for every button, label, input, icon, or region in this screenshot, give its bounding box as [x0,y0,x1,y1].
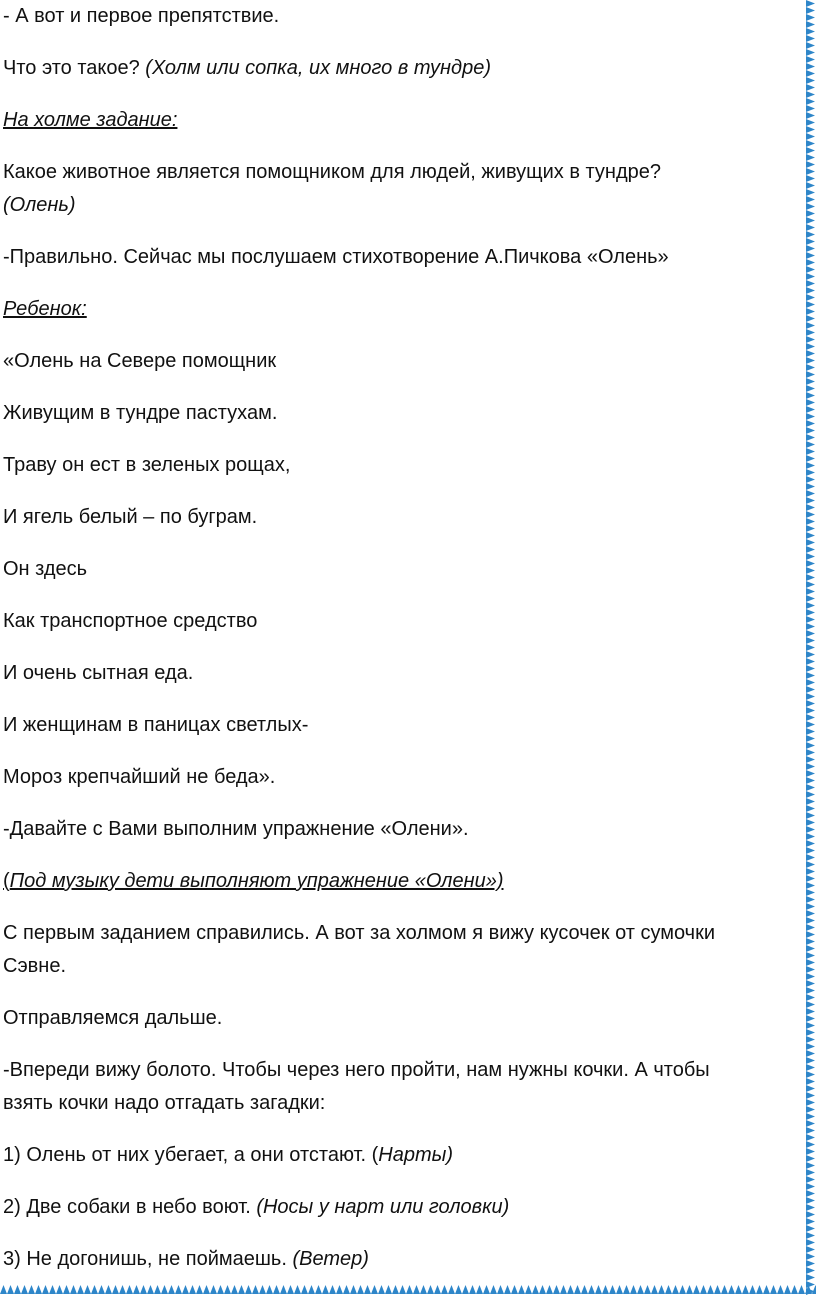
text-segment: Отправляемся дальше. [3,1007,223,1029]
text-segment: -Давайте с Вами выполним упражнение «Олени». [3,818,469,840]
text-segment: Траву он ест в зеленых рощах, [3,454,291,476]
text-line [3,156,661,189]
text-segment: Сэвне. [3,955,66,977]
text-segment: 2) Две собаки в небо воют. [3,1196,257,1218]
text-line [3,1087,325,1120]
text-line [3,189,76,222]
text-segment: 3) Не догонишь, не поймаешь. [3,1248,293,1270]
text-line [3,950,66,983]
text-segment: взять кочки надо отгадать загадки: [3,1092,326,1114]
text-segment: И очень сытная еда. [3,662,194,684]
heading-text: На холме задание: [3,109,178,131]
text-segment: Как транспортное средство [3,610,258,632]
riddle-line [3,1139,453,1172]
text-segment: Живущим в тундре пастухам. [3,402,278,424]
text-line [3,1054,710,1087]
answer-italic: Нарты) [378,1144,453,1166]
poem-line [3,501,257,534]
answer-italic: (Носы у нарт или головки) [256,1196,510,1218]
poem-line [3,605,257,638]
poem-line [3,657,193,690]
text-segment: Что это такое? [3,57,146,79]
text-segment: - А вот и первое препятствие. [3,5,280,27]
answer-italic: (Олень) [3,194,76,216]
stage-direction [3,865,503,898]
poem-line [3,709,308,742]
text-segment: «Олень на Севере помощник [3,350,277,372]
text-segment: -Правильно. Сейчас мы послушаем стихотворение А.Пичкова «Олень» [3,246,669,268]
riddle-line [3,1243,369,1276]
text-line [3,241,669,274]
poem-line [3,345,276,378]
text-line [3,917,715,950]
page-border-right [805,0,816,1295]
section-heading [3,293,87,326]
riddle-line [3,1191,509,1224]
text-segment: -Впереди вижу болото. Чтобы через него пройти, нам нужны кочки. А чтобы [3,1059,710,1081]
page-border-bottom [0,1284,816,1295]
poem-line [3,761,275,794]
text-segment: Он здесь [3,558,88,580]
text-line [3,1002,222,1035]
text-segment: 1) Олень от них убегает, а они отстают. ( [3,1144,379,1166]
heading-text: Ребенок: [3,298,87,320]
text-segment: И ягель белый – по буграм. [3,506,258,528]
text-segment: ( [3,870,10,892]
direction-italic: Под музыку дети выполняют упражнение «Олени») [9,870,504,892]
text-segment: И женщинам в паницах светлых- [3,714,309,736]
poem-line [3,553,87,586]
section-heading [3,104,177,137]
poem-line [3,397,277,430]
text-line [3,0,279,33]
text-line [3,813,469,846]
text-segment: С первым заданием справились. А вот за холмом я вижу кусочек от сумочки [3,922,716,944]
poem-line [3,449,290,482]
text-segment: Какое животное является помощником для людей, живущих в тундре? [3,161,661,183]
text-line [3,52,491,85]
text-segment: Мороз крепчайший не беда». [3,766,276,788]
answer-italic: (Ветер) [292,1248,369,1270]
answer-italic: (Холм или сопка, их много в тундре) [145,57,491,79]
